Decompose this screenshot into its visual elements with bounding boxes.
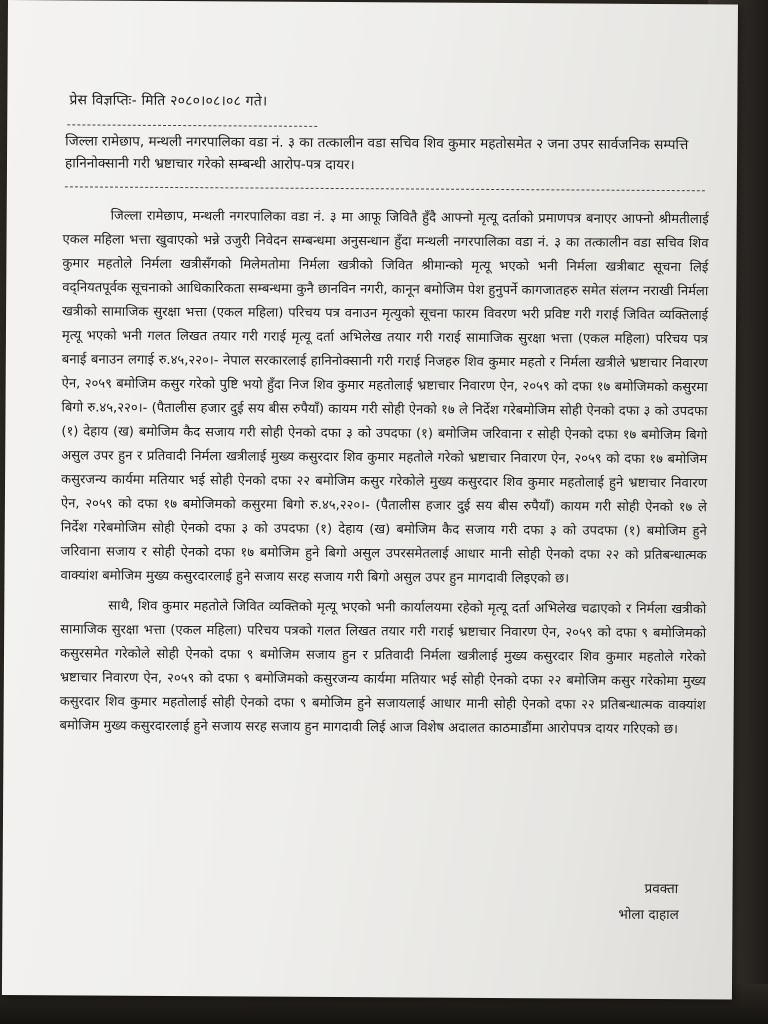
body-text xyxy=(59,204,708,748)
signature-block xyxy=(618,876,679,928)
dashed-divider-long xyxy=(65,186,705,191)
signatory-name: भोला दाहाल xyxy=(618,906,679,924)
body-paragraph-1: जिल्ला रामेछाप, मन्थली नगरपालिका वडा नं. ३ मा आफू जिवितै हुँदै आफ्नो मृत्यू दर्ताको प्रमाणपत्र बनाएर आफ्नो श्रीमतीलाई एकल महिला भत्ता खुवाएको भन्ने उजुरी निवेदन सम्बन्धमा अनुसन्धान हुँदा मन्थली नगरपालिका वडा नं. ३ का तत्कालीन वडा सचिव शिव कुमार महतोले निर्मला खत्रीसँगको मिलेमतोमा निर्मला खत्रीको जिवित श्रीमान्को मृत्यू भएको भनी निर्मला खत्रीबाट सूचना लिई वद्नियतपूर्वक सूचनाको आधिकारिकता सम्बन्धमा कुनै छानविन नगरी, कानून बमोजिम पेश हुनुपर्ने कागजातहरु समेत संलग्न नराखी निर्मला खत्रीको सामाजिक सुरक्षा भत्ता (एकल महिला) परिचय पत्र वनाउन मृत्युको सूचना फारम विवरण भरी प्रविष्ट गरी गराई जिवित व्यक्तिलाई मृत्यू भएको भनी गलत लिखत तयार गरी गराई मृत्यू दर्ता अभिलेख तयार गरी गराई सामाजिक सुरक्षा भत्ता (एकल महिला) परिचय पत्र बनाई बनाउन लगाई रु.४५,२२०।- नेपाल सरकारलाई हानिनोक्सानी गरी गराई निजहरु शिव कुमार महतो र निर्मला खत्रीले भ्रष्टाचार निवारण ऐन, २०५९ बमोजिम कसुर गरेको पुष्टि भयो हुँदा निज शिव कुमार महतोलाई भ्रष्टाचार निवारण ऐन, २०५९ को दफा १७ बमोजिमको कसुरमा बिगो रु.४५,२२०।- (पैतालीस हजार दुई सय बीस रुपैयाँ) कायम गरी सोही ऐनको १७ ले निर्देश गरेबमोजिम सोही ऐनको दफा ३ को उपदफा (१) देहाय (ख) बमोजिम कैद सजाय गरी सोही ऐनको दफा ३ को उपदफा (१) बमोजिम जरिवाना र सोही ऐनको दफा १७ बमोजिम बिगो असुल उपर हुन र प्रतिवादी निर्मला खत्रीलाई मुख्य कसुरदार शिव कुमार महतोले गरेको भ्रष्टाचार निवारण ऐन, २०५९ को दफा १७ बमोजिम कसुरजन्य कार्यमा मतियार भई सोही ऐनको दफा २२ बमोजिम कसुर गरेकोले मुख्य कसुरदार शिव कुमार महतोलाई हुने भ्रष्टाचार निवारण ऐन, २०५९ को दफा १७ बमोजिमको कसुरमा बिगो रु.४५,२२०।- (पैतालीस हजार दुई सय बीस रुपैयाँ) कायम गरी सोही ऐनको १७ ले निर्देश गरेबमोजिम सोही ऐनको दफा ३ को उपदफा (१) देहाय (ख) बमोजिम कैद सजाय गरी दफा ३ को उपदफा (१) बमोजिम हुने जरिवाना सजाय र सोही ऐनको दफा १७ बमोजिम हुने बिगो असुल उपरसमेतलाई आधार मानी सोही ऐनको दफा २२ को प्रतिबन्धात्मक वाक्यांश बमोजिम मुख्य कसुरदारलाई हुने सजाय सरह सजाय गरी बिगो असुल उपर हुन मागदावी लिइएको छ। xyxy=(60,208,709,587)
signatory-title: प्रवक्ता xyxy=(644,880,679,898)
subject-line: जिल्ला रामेछाप, मन्थली नगरपालिका वडा नं. ३ का तत्कालीन वडा सचिव शिव कुमार महतोसमेत २ जना उपर सार्वजनिक सम्पत्ति हानिनोक्सानी गरी भ्रष्टाचार गरेको सम्बन्धी आरोप-पत्र दायर। xyxy=(64,133,689,174)
dashed-divider-short xyxy=(67,124,317,127)
body-paragraph-2: साथै, शिव कुमार महतोले जिवित व्यक्तिको मृत्यू भएको भनी कार्यालयमा रहेको मृत्यू दर्ता अभिलेख चढाएको र निर्मला खत्रीको सामाजिक सुरक्षा भत्ता (एकल महिला) परिचय पत्रको गलत लिखत तयार गरी गराई भ्रष्टाचार निवारण ऐन, २०५९ को दफा ९ बमोजिमको कसुरसमेत गरेकोले सोही ऐनको दफा ९ बमोजिम सजाय हुन र प्रतिवादी निर्मला खत्रीलाई मुख्य कसुरदार शिव कुमार महतोले गरेको भ्रष्टाचार निवारण ऐन, २०५९ को दफा ९ बमोजिमको कसुरजन्य कार्यमा मतियार भई सोही ऐनको दफा २२ बमोजिम कसुर गरेकोमा मुख्य कसुरदार शिव कुमार महतोलाई सोही ऐनको दफा ९ बमोजिम हुने सजायलाई आधार मानी सोही ऐनको दफा २२ प्रतिबन्धात्मक वाक्यांश बमोजिम मुख्य कसुरदारलाई हुने सजाय सरह सजाय हुन मागदावी लिई आज विशेष अदालत काठमाडौंमा आरोपपत्र दायर गरिएको छ। xyxy=(59,598,707,738)
press-release-sheet xyxy=(2,0,738,999)
press-release-heading: प्रेस विज्ञप्तिः- मिति २०८०।०८।०८ गते। xyxy=(69,92,268,110)
